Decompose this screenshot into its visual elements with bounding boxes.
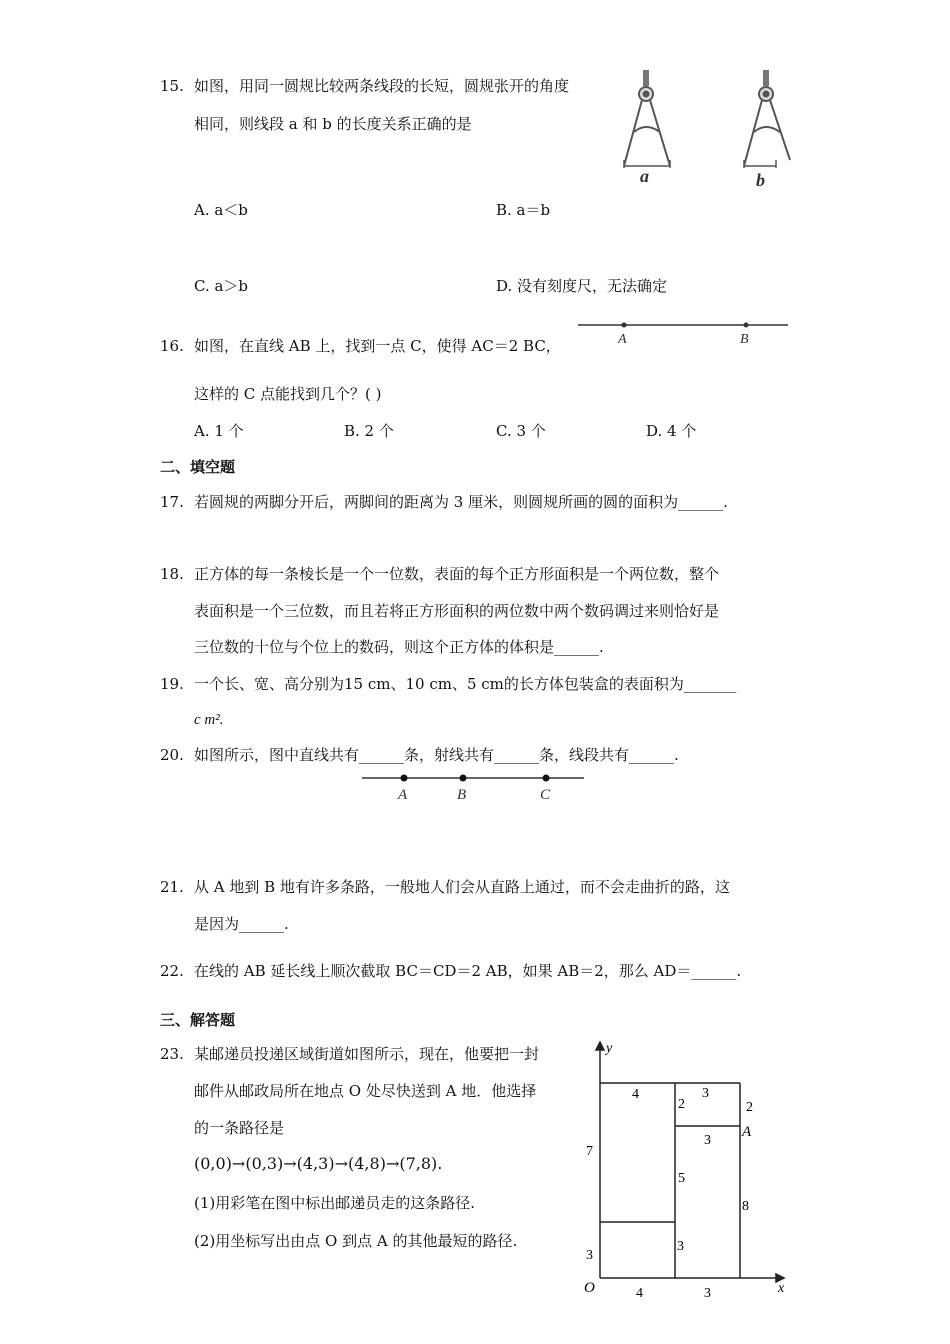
point-A-label: A	[742, 1124, 752, 1140]
q16-option-d: D. 4 个	[646, 422, 697, 440]
section-heading-fill-blank: 二、填空题	[160, 458, 236, 476]
q19-text-line2: c m².	[194, 712, 224, 728]
q18-text-line3: 三位数的十位与个位上的数码，则这个正方体的体积是______.	[194, 638, 604, 656]
q23-part1: (1)用彩笔在图中标出邮递员走的这条路径.	[194, 1194, 476, 1212]
axis-y-label: y	[606, 1041, 613, 1056]
origin-label: O	[584, 1280, 595, 1296]
axis-x-label: x	[778, 1281, 785, 1296]
q15-text-line2: 相同，则线段 a 和 b 的长度关系正确的是	[194, 115, 472, 133]
q21-number: 21.	[160, 878, 184, 896]
q21-text-line2: 是因为______.	[194, 915, 289, 933]
q22-number: 22.	[160, 962, 184, 980]
section-heading-solutions: 三、解答题	[160, 1011, 236, 1029]
q15-option-a: A. a＜b	[194, 201, 248, 219]
q23-part2: (2)用坐标写出由点 O 到点 A 的其他最短的路径.	[194, 1232, 518, 1250]
fig-label-C: C	[540, 787, 551, 803]
q16-option-a: A. 1 个	[194, 422, 244, 440]
q19-text-line1: 一个长、宽、高分别为15 cm、10 cm、5 cm的长方体包装盒的表面积为_______	[194, 675, 737, 693]
grid-label: 4	[636, 1286, 643, 1301]
fig-label-A: A	[618, 332, 627, 347]
q16-option-b: B. 2 个	[344, 422, 394, 440]
grid-label: 3	[586, 1248, 593, 1263]
grid-label: 2	[746, 1100, 753, 1115]
q23-path: (0,0)→(0,3)→(4,3)→(4,8)→(7,8).	[194, 1154, 443, 1173]
q15-option-b: B. a＝b	[496, 201, 551, 219]
grid-label: 2	[678, 1097, 685, 1112]
grid-label: 8	[742, 1199, 749, 1214]
q16-number: 16.	[160, 337, 184, 355]
q23-text-line3: 的一条路径是	[194, 1119, 285, 1137]
q23-text-line1: 某邮递员投递区域街道如图所示，现在，他要把一封	[194, 1045, 540, 1063]
fig-label-A: A	[398, 787, 408, 803]
compass-b-icon	[744, 70, 790, 168]
q17-number: 17.	[160, 493, 184, 511]
q20-text: 如图所示，图中直线共有______条，射线共有______条，线段共有______.	[194, 746, 679, 764]
q18-text-line2: 表面积是一个三位数，而且若将正方形面积的两位数中两个数码调过来则恰好是	[194, 602, 720, 620]
q17-text: 若圆规的两脚分开后，两脚间的距离为 3 厘米，则圆规所画的圆的面积为______.	[194, 493, 728, 511]
q15-number: 15.	[160, 77, 184, 95]
q16-option-c: C. 3 个	[496, 422, 546, 440]
grid-label: 5	[678, 1171, 685, 1186]
grid-label: 3	[677, 1239, 684, 1254]
q15-option-c: C. a＞b	[194, 277, 249, 295]
fig-label-a: a	[640, 166, 649, 186]
q23-number: 23.	[160, 1045, 184, 1063]
q15-option-d: D. 没有刻度尺，无法确定	[496, 277, 668, 295]
q15-compass-figure	[612, 68, 802, 193]
fig-label-B: B	[740, 332, 749, 347]
fig-label-B: B	[457, 787, 467, 803]
q23-street-grid-figure	[580, 1040, 790, 1302]
compass-a-icon	[624, 70, 670, 168]
q22-text: 在线的 AB 延长线上顺次截取 BC＝CD＝2 AB，如果 AB＝2，那么 AD＝______.	[194, 962, 742, 980]
grid-label: 7	[586, 1144, 593, 1159]
q16-text-line1: 如图，在直线 AB 上，找到一点 C，使得 AC＝2 BC，	[194, 337, 561, 355]
q18-number: 18.	[160, 565, 184, 583]
q19-number: 19.	[160, 675, 184, 693]
q15-text-line1: 如图，用同一圆规比较两条线段的长短，圆规张开的角度	[194, 77, 570, 95]
q18-text-line1: 正方体的每一条棱长是一个一位数，表面的每个正方形面积是一个两位数，整个	[194, 565, 720, 583]
grid-label: 3	[704, 1133, 711, 1148]
fig-label-b: b	[756, 170, 765, 190]
grid-label: 3	[704, 1286, 711, 1301]
q16-line-figure	[578, 316, 790, 346]
q20-line-figure	[360, 770, 586, 803]
q20-number: 20.	[160, 746, 184, 764]
q23-text-line2: 邮件从邮政局所在地点 O 处尽快送到 A 地．他选择	[194, 1082, 537, 1100]
q16-text-line2: 这样的 C 点能找到几个？( )	[194, 385, 382, 403]
grid-label: 4	[632, 1087, 639, 1102]
q21-text-line1: 从 A 地到 B 地有许多条路，一般地人们会从直路上通过，而不会走曲折的路，这	[194, 878, 730, 896]
grid-label: 3	[702, 1086, 709, 1101]
